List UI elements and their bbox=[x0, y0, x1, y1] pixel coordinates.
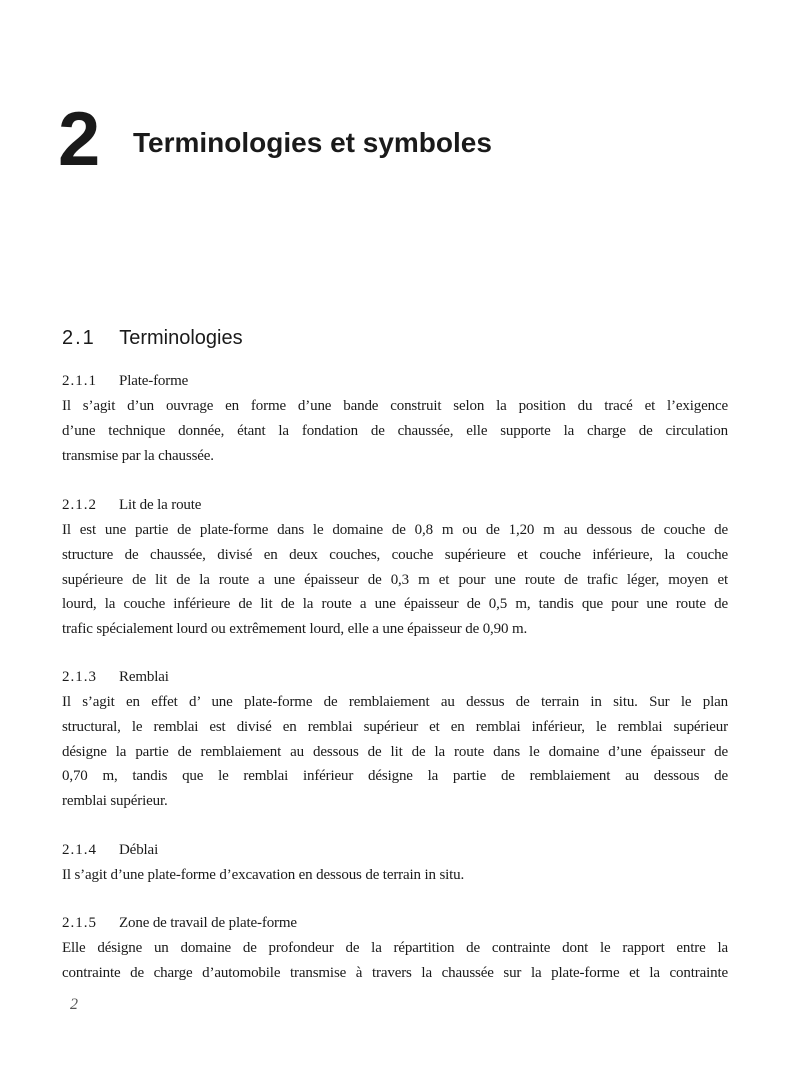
subsection-number: 2.1.1 bbox=[62, 373, 97, 389]
subsection-title: Remblai bbox=[119, 669, 169, 685]
subsection-heading bbox=[62, 665, 728, 690]
subsection-heading bbox=[62, 493, 728, 518]
paragraph-line: Il s’agit d’un ouvrage en forme d’une bande construit selon la position du tracé et l’exigence bbox=[62, 398, 728, 414]
paragraph-line: d’une technique donnée, étant la fondation de chaussée, elle supporte la charge de circulation bbox=[62, 422, 728, 439]
paragraph-line: remblai supérieur. bbox=[62, 793, 168, 810]
subsection-heading bbox=[62, 838, 728, 863]
paragraph-line: lourd, la couche inférieure de lit de la route a une épaisseur de 0,5 m, tandis que pour une route de bbox=[62, 596, 728, 613]
paragraph-line: structural, le remblai est divisé en remblai supérieur et en remblai inférieur, le remblai supérieur bbox=[62, 718, 728, 735]
paragraph-line: contrainte de charge d’automobile transmise à travers la chaussée sur la plate-forme et la contrainte bbox=[62, 964, 728, 981]
chapter-title: Terminologies et symboles bbox=[133, 127, 492, 158]
subsection-title: Déblai bbox=[119, 842, 159, 858]
paragraph-line: désigne la partie de remblaiement au dessous de lit de la route dans le domaine d’une épaisseur de bbox=[62, 743, 728, 760]
subsection-heading bbox=[62, 911, 728, 936]
subsection-2-1-3 bbox=[62, 665, 728, 814]
subsection-number: 2.1.3 bbox=[62, 669, 97, 685]
subsection-number: 2.1.4 bbox=[62, 842, 97, 858]
subsection-title: Zone de travail de plate-forme bbox=[119, 915, 297, 931]
section-number: 2.1 bbox=[62, 327, 96, 349]
paragraph-line: supérieure de lit de la route a une épaisseur de 0,3 m et pour une route de trafic léger, moyen et bbox=[62, 571, 728, 588]
chapter-number: 2 bbox=[58, 97, 101, 182]
paragraph-line: transmise par la chaussée. bbox=[62, 447, 214, 464]
paragraph-line: trafic spécialement lourd ou extrêmement lourd, elle a une épaisseur de 0,90 m. bbox=[62, 621, 528, 638]
subsection-title: Lit de la route bbox=[119, 497, 202, 513]
subsection-2-1-2 bbox=[62, 493, 728, 642]
paragraph-line: Elle désigne un domaine de profondeur de la répartition de contrainte dont le rapport entre la bbox=[62, 940, 728, 956]
subsection-2-1-4 bbox=[62, 838, 728, 888]
page-number: 2 bbox=[70, 996, 78, 1013]
subsection-title: Plate-forme bbox=[119, 373, 189, 389]
subsection-2-1-1 bbox=[62, 369, 728, 468]
subsection-heading bbox=[62, 369, 728, 394]
paragraph-line: 0,70 m, tandis que le remblai inférieur désigne la partie de remblaiement au dessous de bbox=[62, 768, 728, 785]
paragraph-line: Il est une partie de plate-forme dans le domaine de 0,8 m ou de 1,20 m au dessous de couche de bbox=[62, 522, 728, 538]
paragraph-line: Il s’agit en effet d’ une plate-forme de remblaiement au dessus de terrain in situ. Sur le plan bbox=[62, 694, 728, 710]
paragraph-line: structure de chaussée, divisé en deux couches, couche supérieure et couche inférieure, la couche bbox=[62, 546, 728, 563]
section-title: Terminologies bbox=[119, 327, 243, 349]
subsection-number: 2.1.5 bbox=[62, 915, 97, 931]
section-heading bbox=[62, 325, 243, 351]
paragraph-line: Il s’agit d’une plate-forme d’excavation en dessous de terrain in situ. bbox=[62, 867, 465, 883]
subsection-number: 2.1.2 bbox=[62, 497, 97, 513]
subsection-2-1-5 bbox=[62, 911, 728, 986]
